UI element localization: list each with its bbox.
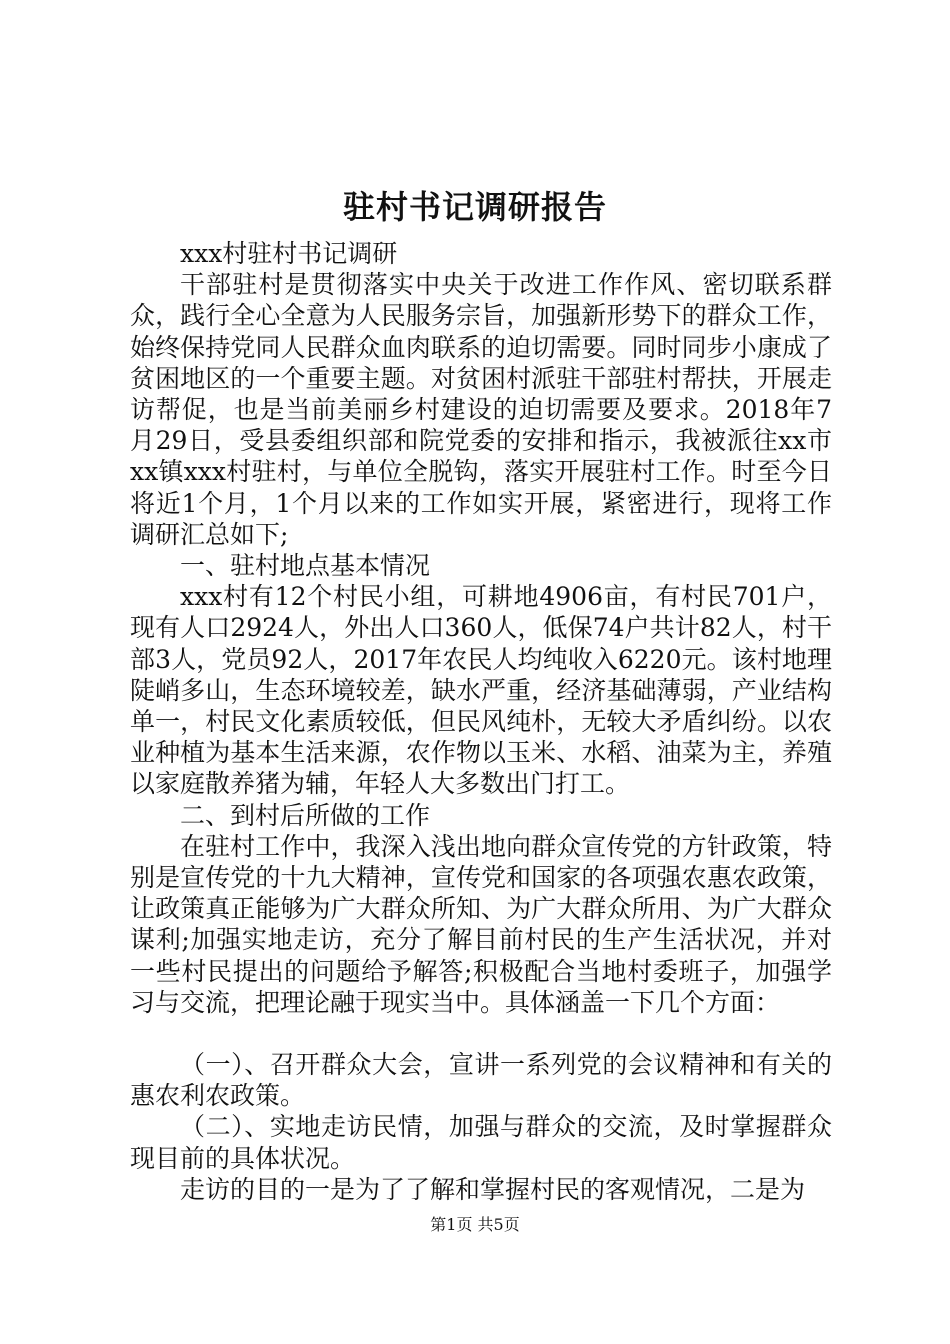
paragraph-intro: 干部驻村是贯彻落实中央关于改进工作作风、密切联系群众，践行全心全意为人民服务宗旨，加强新形势下的群众工作，始终保持党同人民群众血肉联系的迫切需要。同时同步小康成了贫困地区的一个重要主题。对贫困村派驻干部驻村帮扶，开展走访帮促，也是当前美丽乡村建设的迫切需要及要求。2018年7月29日，受县委组织部和院党委的安排和指示，我被派往xx市xx镇xxx村驻村，与单位全脱钩，落实开展驻村工作。时至今日将近1个月，1个月以来的工作如实开展，紧密进行，现将工作调研汇总如下; (130, 270, 832, 549)
list-item-1: （一）、召开群众大会，宣讲一系列党的会议精神和有关的惠农利农政策。 (130, 1050, 832, 1111)
section-heading-2: 二、到村后所做的工作 (180, 800, 431, 830)
paragraph-visit-purpose: 走访的目的一是为了了解和掌握村民的客观情况，二是为 (180, 1174, 806, 1204)
paragraph-subtitle: xxx村驻村书记调研 (180, 239, 398, 268)
section-heading-1: 一、驻村地点基本情况 (180, 551, 431, 581)
paragraph-village-info: xxx村有12个村民小组，可耕地4906亩，有村民701户，现有人口2924人，外出人口360人，低保74户共计82人，村干部3人，党员92人，2017年农民人均纯收入6220元。该村地理陡峭多山，生态环境较差，缺水严重，经济基础薄弱，产业结构单一，村民文化素质较低，但民风纯朴，无较大矛盾纠纷。以农业种植为基本生活来源，农作物以玉米、水稻、油菜为主，养殖以家庭散养猪为辅，年轻人大多数出门打工。 (130, 582, 832, 799)
document-title: 驻村书记调研报告 (342, 188, 607, 226)
paragraph-work: 在驻村工作中，我深入浅出地向群众宣传党的方针政策，特别是宣传党的十九大精神，宣传党和国家的各项强农惠农政策，让政策真正能够为广大群众所知、为广大群众所用、为广大群众谋利;加强实地走访，充分了解目前村民的生产生活状况，并对一些村民提出的问题给予解答;积极配合当地村委班子，加强学习与交流，把理论融于现实当中。具体涵盖一下几个方面： (130, 831, 832, 1017)
page-footer: 第1页 共5页 (430, 1215, 520, 1234)
list-item-2: （二）、实地走访民情，加强与群众的交流，及时掌握群众现目前的具体状况。 (130, 1112, 832, 1173)
document-body (130, 238, 832, 1205)
